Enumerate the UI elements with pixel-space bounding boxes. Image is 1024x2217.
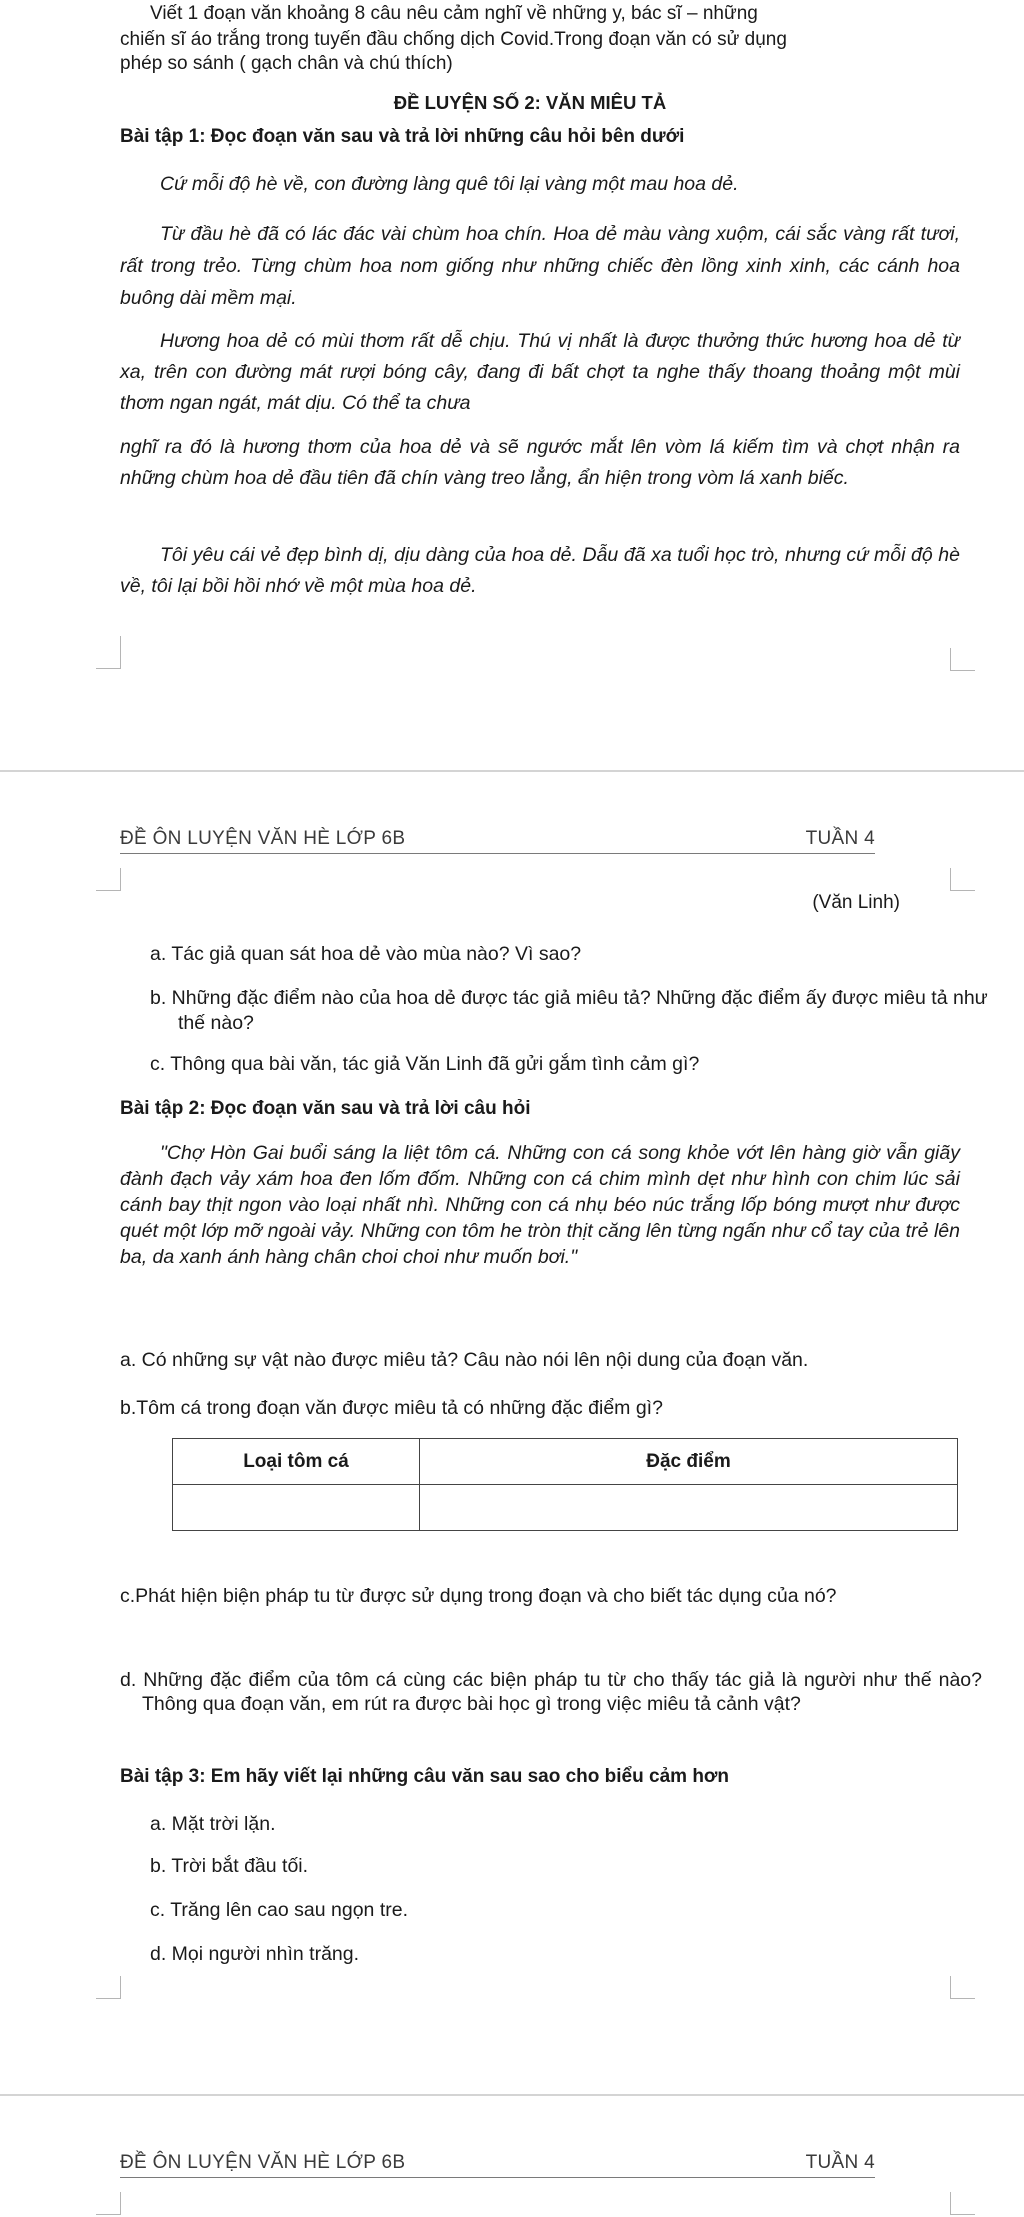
- exercise-1-heading: Bài tập 1: Đọc đoạn văn sau và trả lời những câu hỏi bên dưới: [120, 126, 685, 147]
- crop-mark: [950, 648, 975, 671]
- exercise-2-question-a: a. Có những sự vật nào được miêu tả? Câu nào nói lên nội dung của đoạn văn.: [120, 1349, 809, 1371]
- passage-paragraph: Tôi yêu cái vẻ đẹp bình dị, dịu dàng của hoa dẻ. Dẫu đã xa tuổi học trò, nhưng cứ mỗi độ hè về, tôi lại bồi hồi nhớ về một mùa hoa dẻ.: [120, 544, 960, 597]
- crop-mark: [950, 868, 975, 891]
- page-separator: [0, 2094, 1024, 2096]
- exercise-3-item: a. Mặt trời lặn.: [150, 1813, 276, 1835]
- table-header: Đặc điểm: [420, 1439, 958, 1485]
- page-header: [120, 2152, 875, 2178]
- crop-mark: [96, 1976, 121, 1999]
- table-row: [173, 1485, 958, 1531]
- intro-line: chiến sĩ áo trắng trong tuyến đầu chống dịch Covid.Trong đoạn văn có sử dụng: [120, 29, 787, 50]
- table-cell[interactable]: [173, 1485, 420, 1531]
- crop-mark: [96, 2192, 121, 2215]
- crop-mark: [950, 1976, 975, 1999]
- crop-mark: [950, 2192, 975, 2215]
- intro-line: phép so sánh ( gạch chân và chú thích): [120, 53, 453, 74]
- crop-mark: [96, 648, 121, 669]
- crop-mark: [96, 868, 121, 891]
- exam-title: ĐỀ LUYỆN SỐ 2: VĂN MIÊU TẢ: [393, 92, 667, 113]
- intro-prompt-cont: [120, 28, 940, 76]
- page-1: [0, 0, 1024, 770]
- exercise-2-heading: Bài tập 2: Đọc đoạn văn sau và trả lời câu hỏi: [120, 1098, 531, 1119]
- passage-paragraph: Cứ mỗi độ hè về, con đường làng quê tôi lại vàng một mau hoa dẻ.: [160, 173, 739, 195]
- table-cell[interactable]: [420, 1485, 958, 1531]
- page-3: [0, 2104, 1024, 2217]
- exercise-2-question-d: d. Những đặc điểm của tôm cá cùng các biện pháp tu từ cho thấy tác giả là người như thế nào?Thông qua đoạn văn, em rút ra được bài học gì trong việc miêu tả cảnh vật?: [120, 1669, 982, 1715]
- page-separator: [0, 770, 1024, 772]
- question-b: b. Những đặc điểm nào của hoa dẻ được tác giả miêu tả? Những đặc điểm ấy được miêu tả như thế nào?: [150, 987, 988, 1034]
- exercise-2-question-c: c.Phát hiện biện pháp tu từ được sử dụng trong đoạn và cho biết tác dụng của nó?: [120, 1585, 837, 1607]
- exercise-2-question-b: b.Tôm cá trong đoạn văn được miêu tả có những đặc điểm gì?: [120, 1397, 663, 1419]
- table-header: Loại tôm cá: [173, 1439, 420, 1485]
- author-credit: (Văn Linh): [812, 892, 900, 913]
- header-right: TUẦN 4: [805, 2152, 875, 2173]
- exercise-3-item: b. Trời bắt đầu tối.: [150, 1855, 309, 1877]
- exercise-3-heading: Bài tập 3: Em hãy viết lại những câu văn sau sao cho biểu cảm hơn: [120, 1766, 730, 1787]
- exercise-2-passage: "Chợ Hòn Gai buổi sáng la liệt tôm cá. Những con cá song khỏe vớt lên hàng giờ vẫn giãy đành đạch vảy xám hoa đen lốm đốm. Những con cá chim mình dẹt như hình con chim lúc sải cánh bay thịt ngon vào loại nhất nhì. Những con cá nhụ béo núc trắng lốp bóng mượt như được quét một lớp mỡ ngoài vảy. Những con tôm he tròn thịt căng lên từng ngấn như cổ tay của trẻ lên ba, da xanh ánh hàng chân choi choi như muốn bơi.": [120, 1142, 960, 1268]
- passage-paragraph: Từ đầu hè đã có lác đác vài chùm hoa chín. Hoa dẻ màu vàng xuộm, cái sắc vàng rất tươi, rất trong trẻo. Từng chùm hoa nom giống như những chiếc đèn lồng xinh xinh, các cánh hoa buông dài mềm mại.: [120, 223, 960, 309]
- page-header: [120, 828, 875, 854]
- question-c: c. Thông qua bài văn, tác giả Văn Linh đã gửi gắm tình cảm gì?: [150, 1053, 700, 1075]
- intro-prompt: [150, 2, 910, 26]
- passage-paragraph: Hương hoa dẻ có mùi thơm rất dễ chịu. Thú vị nhất là được thưởng thức hương hoa dẻ từ xa, trên con đường mát rượi bóng cây, đang đi bất chợt ta nghe thấy thoang thoảng một mùi thơm ngan ngát, mát dịu. Có thể ta chưa: [120, 330, 960, 414]
- header-left: ĐỀ ÔN LUYỆN VĂN HÈ LỚP 6B: [120, 2152, 406, 2173]
- header-right: TUẦN 4: [805, 828, 875, 849]
- intro-line: Viết 1 đoạn văn khoảng 8 câu nêu cảm nghĩ về những y, bác sĩ – những: [150, 3, 758, 24]
- question-a: a. Tác giả quan sát hoa dẻ vào mùa nào? Vì sao?: [150, 943, 582, 965]
- passage-paragraph: nghĩ ra đó là hương thơm của hoa dẻ và sẽ ngước mắt lên vòm lá kiếm tìm và chợt nhận ra những chùm hoa dẻ đầu tiên đã chín vàng treo lẳng, ẩn hiện trong vòm lá xanh biếc.: [120, 436, 960, 489]
- header-left: ĐỀ ÔN LUYỆN VĂN HÈ LỚP 6B: [120, 828, 406, 849]
- table-header-row: [173, 1439, 958, 1485]
- exercise-3-item: c. Trăng lên cao sau ngọn tre.: [150, 1899, 408, 1921]
- page-2: [0, 788, 1024, 2088]
- exercise-3-item: d. Mọi người nhìn trăng.: [150, 1943, 360, 1965]
- answer-table: [172, 1438, 958, 1531]
